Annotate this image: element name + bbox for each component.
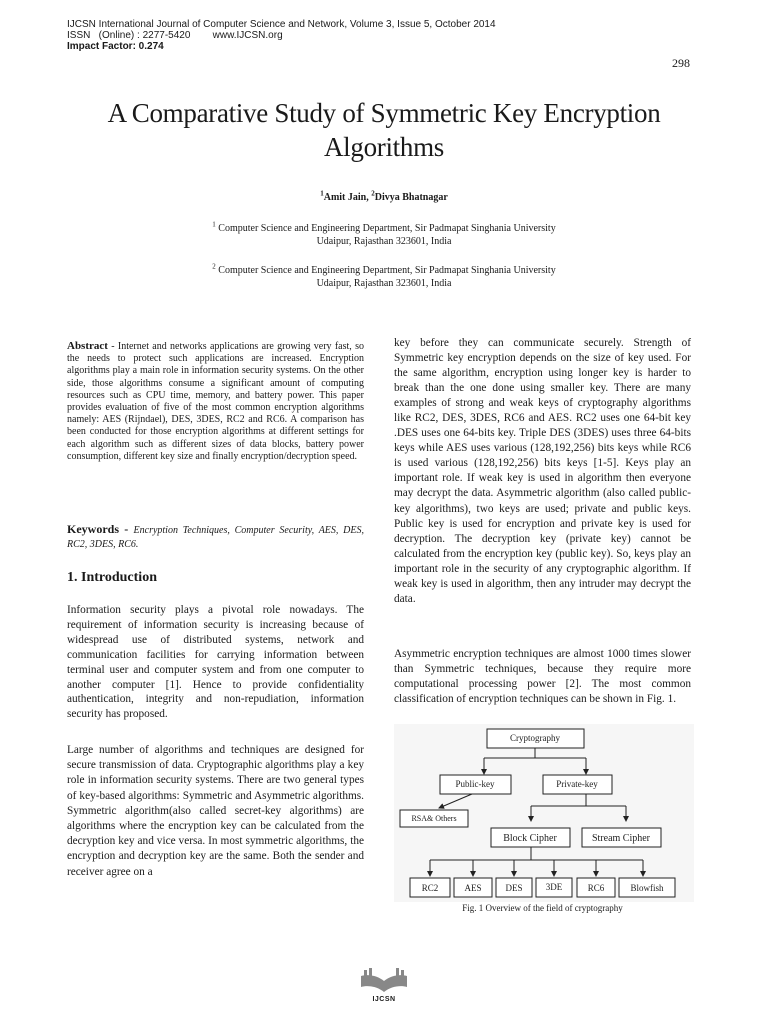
abstract xyxy=(67,340,364,463)
label-aes: AES xyxy=(464,883,482,893)
affiliation-1-line-1: Computer Science and Engineering Department, Sir Padmapat Singhania University xyxy=(218,223,556,234)
label-stream-cipher: Stream Cipher xyxy=(591,833,651,844)
author-2: Divya Bhatnagar xyxy=(374,192,448,203)
keywords-text: Encryption Techniques, Computer Security, AES, DES, RC2, 3DES, RC6. xyxy=(67,525,364,550)
abstract-text: - Internet and networks applications are growing very fast, so the needs to protect such applications are increased. Encryption algorithms play a main role in information security systems. On the other side, those algorithms consume a significant amount of computing resources such as CPU time, memory, and battery power. This paper provides evaluation of five of the most common encryption algorithms namely: AES (Rijndael), DES, 3DES, RC2 and RC6. A comparison has been conducted for those encryption algorithms at different settings for each algorithm such as different sizes of data blocks, battery power consumption, different key size and finally encryption/decryption speed. xyxy=(67,341,364,462)
figure-caption: Fig. 1 Overview of the field of cryptography xyxy=(462,903,623,913)
authors xyxy=(60,189,708,203)
keywords-label: Keywords - xyxy=(67,522,134,536)
author-2-sup: 2 xyxy=(371,189,375,198)
affiliation-1-line-2: Udaipur, Rajasthan 323601, India xyxy=(316,236,452,247)
intro-paragraph-1: Information security plays a pivotal role nowadays. The requirement of information security is increasing because of widespread use of distributed systems, network and communication facilities for carrying information between terminal user and computer system and from one computer to another computer [1]. Hence to provide confidentiality authentication, integrity and non-repudiation, information security has proposed. xyxy=(67,604,364,721)
intro-paragraph-4: Asymmetric encryption techniques are almost 1000 times slower than Symmetric techniques, because they require more computational processing power [2]. The most common classification of encryption techniques can be shown in Fig. 1. xyxy=(394,648,691,706)
page-number: 298 xyxy=(672,56,690,70)
abstract-label: Abstract xyxy=(67,340,108,352)
issn-line: ISSN (Online) : 2277-5420 www.IJCSN.org xyxy=(67,30,283,41)
label-block-cipher: Block Cipher xyxy=(503,833,557,844)
affiliation-2-line-2: Udaipur, Rajasthan 323601, India xyxy=(316,278,452,289)
book-logo-icon xyxy=(355,968,413,996)
label-public-key: Public-key xyxy=(455,779,495,789)
author-1: Amit Jain, xyxy=(323,192,372,203)
figure-cryptography-tree xyxy=(394,724,694,902)
author-1-sup: 1 xyxy=(320,189,324,198)
label-rc2: RC2 xyxy=(421,883,439,893)
intro-paragraph-2: Large number of algorithms and techniques are designed for secure transmission of data. Cryptographic algorithms play a key role in information security systems. There are two general types of key-based algorithms: Symmetric and Asymmetric algorithms. Symmetric algorithm(also called secret-key algorithms) are algorithms where the encryption key can be calculated from the decryption key and vice versa. In most symmetric algorithms, the encryption and decryption key are the same. Both the sender and receiver agree on a xyxy=(67,744,364,878)
label-private-key: Private-key xyxy=(556,779,598,789)
label-cryptography: Cryptography xyxy=(510,733,560,743)
label-rsa-others: RSA& Others xyxy=(411,814,457,823)
affiliation-1 xyxy=(60,222,708,248)
intro-paragraph-3: key before they can communicate securely. Strength of Symmetric key encryption depends on the size of key used. For the same algorithm, encryption using longer key is harder to break than the one done using smaller key. There are many examples of strong and weak keys of cryptography algorithms like RC2, DES, 3DES, RC6 and AES. RC2 uses one 64-bit key .DES uses one 64-bits key. Triple DES (3DES) uses three 64-bits keys while AES uses various (128,192,256) bits keys while RC6 is used various (128,192,256) bits keys [1-5]. Keys play an important role. If weak key is used in algorithm then everyone may decrypt the data. Asymmetric algorithm (also called public-key algorithms), two keys are used; private and public keys. Public key is used for encryption and private key is used for decryption. The decryption key (private key) cannot be calculated from the encryption key (public key). So, keys play an important role in the security of any cryptographic algorithm. If weak key is used in algorithm, then any intruder may decrypt the data. xyxy=(394,337,691,605)
label-rc6: RC6 xyxy=(587,883,605,893)
label-3des: 3DE xyxy=(545,882,563,892)
title-line-2: Algorithms xyxy=(323,132,444,162)
footer-logo-label: IJCSN xyxy=(372,996,396,1003)
label-blowfish: Blowfish xyxy=(630,883,664,893)
section-heading-introduction: 1. Introduction xyxy=(67,570,157,585)
keywords xyxy=(67,522,364,552)
journal-line: IJCSN International Journal of Computer Science and Network, Volume 3, Issue 5, October 2014 xyxy=(67,19,496,30)
affiliation-2-sup: 2 xyxy=(212,262,216,271)
label-des: DES xyxy=(505,883,523,893)
impact-factor: Impact Factor: 0.274 xyxy=(67,41,164,52)
paper-title xyxy=(60,96,708,164)
affiliation-1-sup: 1 xyxy=(212,220,216,229)
affiliation-2 xyxy=(60,264,708,290)
title-line-1: A Comparative Study of Symmetric Key Encryption xyxy=(107,98,661,128)
affiliation-2-line-1: Computer Science and Engineering Department, Sir Padmapat Singhania University xyxy=(218,265,556,276)
